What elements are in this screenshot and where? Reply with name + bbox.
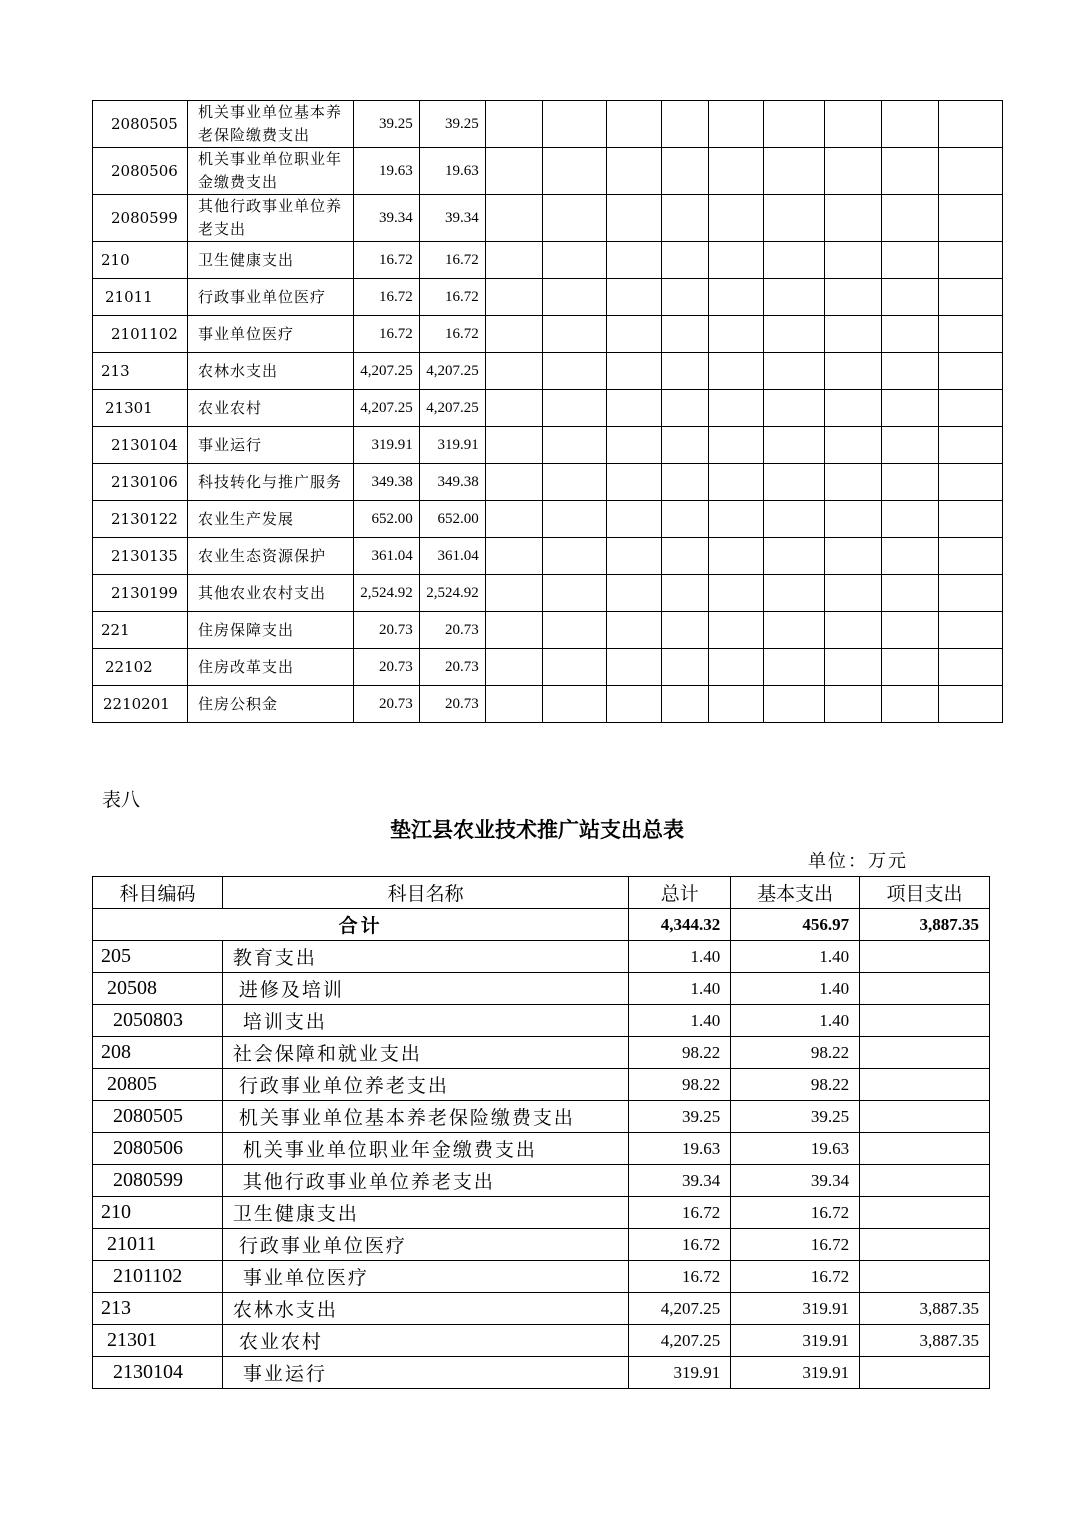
subject-name: 其他农业农村支出 <box>187 575 353 612</box>
subject-name: 住房公积金 <box>187 686 353 723</box>
subject-name: 农业生产发展 <box>187 501 353 538</box>
header-basic-expenditure: 基本支出 <box>731 877 860 909</box>
table-row <box>93 195 1003 242</box>
table-row <box>93 1069 990 1101</box>
total-row <box>93 909 990 941</box>
subject-name: 机关事业单位基本养老保险缴费支出 <box>222 1101 628 1133</box>
total-amount: 4,207.25 <box>353 390 419 427</box>
basic-amount: 4,207.25 <box>419 353 485 390</box>
total-amount: 98.22 <box>629 1037 731 1069</box>
subject-code: 2080506 <box>93 1133 223 1165</box>
subject-name: 事业单位医疗 <box>187 316 353 353</box>
subject-name: 卫生健康支出 <box>222 1197 628 1229</box>
basic-amount: 456.97 <box>731 909 860 941</box>
subject-name: 机关事业单位职业年金缴费支出 <box>222 1133 628 1165</box>
total-amount: 16.72 <box>629 1229 731 1261</box>
total-amount: 20.73 <box>353 649 419 686</box>
project-amount <box>860 1037 990 1069</box>
subject-code: 205 <box>93 941 223 973</box>
table-title: 垫江县农业技术推广站支出总表 <box>390 817 684 842</box>
subject-code: 2080599 <box>93 195 188 242</box>
total-amount: 349.38 <box>353 464 419 501</box>
basic-amount: 19.63 <box>731 1133 860 1165</box>
subject-name: 社会保障和就业支出 <box>222 1037 628 1069</box>
basic-amount: 20.73 <box>419 649 485 686</box>
subject-name: 住房保障支出 <box>187 612 353 649</box>
subject-name: 农业生态资源保护 <box>187 538 353 575</box>
total-amount: 39.25 <box>353 101 419 148</box>
subject-code: 2130104 <box>93 1357 223 1389</box>
basic-amount: 1.40 <box>731 973 860 1005</box>
subject-code: 221 <box>93 612 188 649</box>
subject-name: 其他行政事业单位养老支出 <box>187 195 353 242</box>
basic-amount: 4,207.25 <box>419 390 485 427</box>
subject-name: 住房改革支出 <box>187 649 353 686</box>
total-amount: 1.40 <box>629 973 731 1005</box>
subject-code: 2080505 <box>93 1101 223 1133</box>
total-amount: 319.91 <box>353 427 419 464</box>
basic-amount: 319.91 <box>731 1293 860 1325</box>
project-amount: 3,887.35 <box>860 1325 990 1357</box>
table-row <box>93 353 1003 390</box>
basic-amount: 319.91 <box>731 1357 860 1389</box>
total-amount: 19.63 <box>629 1133 731 1165</box>
subject-code: 213 <box>93 1293 223 1325</box>
project-amount <box>860 1005 990 1037</box>
basic-amount: 39.34 <box>419 195 485 242</box>
basic-amount: 16.72 <box>731 1261 860 1293</box>
project-amount <box>860 973 990 1005</box>
total-amount: 319.91 <box>629 1357 731 1389</box>
basic-amount: 16.72 <box>731 1229 860 1261</box>
table-row <box>93 1357 990 1389</box>
unit-label: 单位：万元 <box>808 851 908 872</box>
project-amount <box>860 1133 990 1165</box>
total-amount: 16.72 <box>629 1197 731 1229</box>
table-row <box>93 575 1003 612</box>
basic-amount: 39.25 <box>731 1101 860 1133</box>
project-amount <box>860 1069 990 1101</box>
total-amount: 16.72 <box>629 1261 731 1293</box>
basic-amount: 98.22 <box>731 1069 860 1101</box>
total-amount: 1.40 <box>629 1005 731 1037</box>
table-row <box>93 464 1003 501</box>
subject-name: 行政事业单位医疗 <box>222 1229 628 1261</box>
total-amount: 39.25 <box>629 1101 731 1133</box>
table-row <box>93 427 1003 464</box>
subject-code: 208 <box>93 1037 223 1069</box>
project-amount <box>860 1261 990 1293</box>
table-row <box>93 1229 990 1261</box>
project-amount <box>860 1229 990 1261</box>
total-amount: 20.73 <box>353 686 419 723</box>
basic-amount: 1.40 <box>731 941 860 973</box>
table-row <box>93 612 1003 649</box>
table-row <box>93 1293 990 1325</box>
basic-amount: 39.25 <box>419 101 485 148</box>
basic-amount: 39.34 <box>731 1165 860 1197</box>
subject-name: 事业单位医疗 <box>222 1261 628 1293</box>
table-row <box>93 1325 990 1357</box>
basic-amount: 652.00 <box>419 501 485 538</box>
table-row <box>93 1101 990 1133</box>
basic-amount: 319.91 <box>419 427 485 464</box>
subject-code: 213 <box>93 353 188 390</box>
basic-amount: 349.38 <box>419 464 485 501</box>
table-row <box>93 1165 990 1197</box>
subject-code: 21011 <box>93 279 188 316</box>
project-amount <box>860 1197 990 1229</box>
total-amount: 16.72 <box>353 242 419 279</box>
subject-name: 事业运行 <box>222 1357 628 1389</box>
basic-amount: 16.72 <box>419 279 485 316</box>
subject-code: 210 <box>93 242 188 279</box>
subject-name: 机关事业单位基本养老保险缴费支出 <box>187 101 353 148</box>
project-amount <box>860 1165 990 1197</box>
total-amount: 4,344.32 <box>629 909 731 941</box>
table-row <box>93 686 1003 723</box>
basic-amount: 16.72 <box>419 316 485 353</box>
subject-name: 农业农村 <box>222 1325 628 1357</box>
subject-code: 210 <box>93 1197 223 1229</box>
total-amount: 2,524.92 <box>353 575 419 612</box>
subject-name: 机关事业单位职业年金缴费支出 <box>187 148 353 195</box>
total-amount: 16.72 <box>353 279 419 316</box>
table-row <box>93 101 1003 148</box>
total-amount: 4,207.25 <box>629 1325 731 1357</box>
basic-amount: 2,524.92 <box>419 575 485 612</box>
subject-code: 22102 <box>93 649 188 686</box>
subject-code: 2130135 <box>93 538 188 575</box>
subject-name: 卫生健康支出 <box>187 242 353 279</box>
total-amount: 20.73 <box>353 612 419 649</box>
subject-code: 20805 <box>93 1069 223 1101</box>
subject-name: 行政事业单位医疗 <box>187 279 353 316</box>
header-project-expenditure: 项目支出 <box>860 877 990 909</box>
basic-amount: 98.22 <box>731 1037 860 1069</box>
subject-code: 2080506 <box>93 148 188 195</box>
table-row <box>93 1261 990 1293</box>
subject-code: 2130122 <box>93 501 188 538</box>
basic-amount: 319.91 <box>731 1325 860 1357</box>
subject-code: 2210201 <box>93 686 188 723</box>
table-row <box>93 1037 990 1069</box>
table-row <box>93 538 1003 575</box>
basic-amount: 361.04 <box>419 538 485 575</box>
expenditure-summary-table <box>92 876 990 1389</box>
total-amount: 19.63 <box>353 148 419 195</box>
total-amount: 4,207.25 <box>353 353 419 390</box>
table-row <box>93 973 990 1005</box>
project-amount: 3,887.35 <box>860 909 990 941</box>
basic-amount: 16.72 <box>731 1197 860 1229</box>
project-amount <box>860 1357 990 1389</box>
subject-name: 事业运行 <box>187 427 353 464</box>
table-row <box>93 649 1003 686</box>
header-total: 总计 <box>629 877 731 909</box>
basic-amount: 20.73 <box>419 612 485 649</box>
header-subject-code: 科目编码 <box>93 877 223 909</box>
total-amount: 4,207.25 <box>629 1293 731 1325</box>
subject-code: 21301 <box>93 1325 223 1357</box>
subject-name: 农林水支出 <box>222 1293 628 1325</box>
total-amount: 16.72 <box>353 316 419 353</box>
subject-code: 20508 <box>93 973 223 1005</box>
basic-amount: 16.72 <box>419 242 485 279</box>
subject-code: 2130106 <box>93 464 188 501</box>
table-row <box>93 148 1003 195</box>
subject-code: 21301 <box>93 390 188 427</box>
subject-code: 2080599 <box>93 1165 223 1197</box>
continuation-expenditure-table <box>92 100 1003 723</box>
basic-amount: 20.73 <box>419 686 485 723</box>
project-amount <box>860 1101 990 1133</box>
table-row <box>93 941 990 973</box>
subject-code: 2130104 <box>93 427 188 464</box>
total-amount: 652.00 <box>353 501 419 538</box>
project-amount <box>860 941 990 973</box>
basic-amount: 19.63 <box>419 148 485 195</box>
subject-name: 进修及培训 <box>222 973 628 1005</box>
table-row <box>93 1005 990 1037</box>
subject-name: 行政事业单位养老支出 <box>222 1069 628 1101</box>
subject-code: 2130199 <box>93 575 188 612</box>
table-row <box>93 279 1003 316</box>
table-row <box>93 501 1003 538</box>
subject-name: 教育支出 <box>222 941 628 973</box>
table-row <box>93 1197 990 1229</box>
total-amount: 39.34 <box>353 195 419 242</box>
total-amount: 1.40 <box>629 941 731 973</box>
table-number-label: 表八 <box>102 789 141 811</box>
table-row <box>93 316 1003 353</box>
subject-name: 培训支出 <box>222 1005 628 1037</box>
subject-code: 2101102 <box>93 316 188 353</box>
continuation-table-body <box>93 101 1003 723</box>
basic-amount: 1.40 <box>731 1005 860 1037</box>
total-amount: 39.34 <box>629 1165 731 1197</box>
header-subject-name: 科目名称 <box>222 877 628 909</box>
total-amount: 98.22 <box>629 1069 731 1101</box>
project-amount: 3,887.35 <box>860 1293 990 1325</box>
subject-name: 科技转化与推广服务 <box>187 464 353 501</box>
table-header-row <box>93 877 990 909</box>
subject-name: 农业农村 <box>187 390 353 427</box>
subject-code: 2101102 <box>93 1261 223 1293</box>
subject-code: 2050803 <box>93 1005 223 1037</box>
subject-code: 21011 <box>93 1229 223 1261</box>
subject-name: 农林水支出 <box>187 353 353 390</box>
table-row <box>93 242 1003 279</box>
table-row <box>93 1133 990 1165</box>
total-label: 合计 <box>93 909 629 941</box>
subject-name: 其他行政事业单位养老支出 <box>222 1165 628 1197</box>
total-amount: 361.04 <box>353 538 419 575</box>
subject-code: 2080505 <box>93 101 188 148</box>
table-row <box>93 390 1003 427</box>
